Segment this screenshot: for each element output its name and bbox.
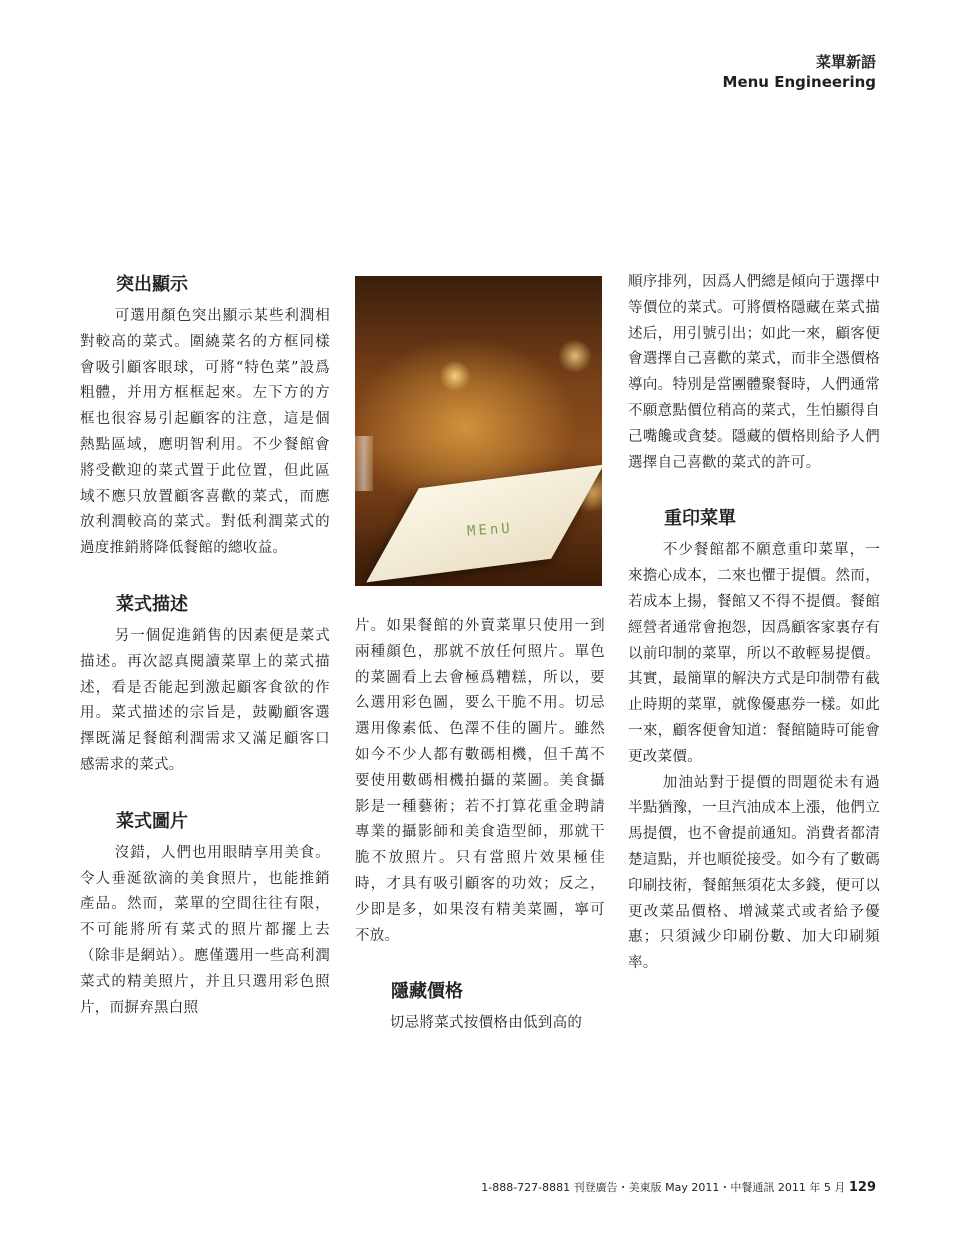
- page-number: 129: [848, 1180, 876, 1195]
- paragraph-hidden-prices-continued: 順序排列，因爲人們總是傾向于選擇中等價位的菜式。可將價格隱藏在菜式描述后，用引號引出；如此一來，顧客便會選擇自己喜歡的菜式，而非全憑價格導向。特別是當團體聚餐時，人們通常不願意點價位稍高的菜式，生怕顯得自己嘴饞或貪婪。隱藏的價格則給予人們選擇自己喜歡的菜式的許可。: [628, 274, 880, 471]
- paragraph-reprint-2: 加油站對于提價的問題從未有過半點猶豫，一旦汽油成本上漲，他們立馬提價，也不會提前通知。消費者都清楚這點，并也順從接受。如今有了數碼印刷技術，餐館無須花太多錢，便可以更改菜品價格、增減菜式或者給予優惠；只須減少印刷份數、加大印刷頻率。: [628, 774, 880, 972]
- footer-issue: May 2011・中餐通訊 2011 年 5 月: [665, 1181, 846, 1194]
- column-2: [355, 614, 605, 1037]
- restaurant-menu-photo: [355, 276, 602, 586]
- paragraph-description: 另一個促進銷售的因素便是菜式描述。再次認真閱讀菜單上的菜式描述，看是否能起到激起顧客食欲的作用。菜式描述的宗旨是，鼓勵顧客選擇既滿足餐館利潤需求又滿足顧客口感需求的菜式。: [80, 627, 330, 773]
- paragraph-photos-continued: 片。如果餐館的外賣菜單只使用一到兩種顔色，那就不放任何照片。單色的菜圖看上去會極爲糟糕，所以，要么選用彩色圖，要么干脆不用。切忌選用像素低、色澤不佳的圖片。雖然如今不少人都有數碼相機，但千萬不要使用數碼相機拍攝的菜圖。美食攝影是一種藝術；若不打算花重金聘請專業的攝影師和美食造型師，那就干脆不放照片。只有當照片效果極佳時，才具有吸引顧客的功效；反之，少即是多，如果沒有精美菜圖，寧可不放。: [355, 618, 605, 944]
- paragraph-hidden-prices: 切忌將菜式按價格由低到高的: [389, 1015, 583, 1032]
- section-heading-photos: 菜式圖片: [116, 810, 188, 832]
- column-3: [628, 270, 880, 977]
- header-title-en: Menu Engineering: [722, 73, 876, 91]
- header-title-zh: 菜單新語: [815, 53, 876, 71]
- section-heading-highlight: 突出顯示: [116, 274, 188, 295]
- section-heading-description: 菜式描述: [116, 593, 188, 615]
- glass-image: [355, 436, 373, 491]
- menu-card-label: MEnU: [466, 520, 514, 540]
- paragraph-highlight: 可選用顏色突出顯示某些利潤相對較高的菜式。圍繞菜名的方框同樣會吸引顧客眼球，可將“特色菜”設爲粗體，并用方框框起來。左下方的方框也很容易引起顧客的注意，這是個熱點區域，應明智利用。不少餐館會將受歡迎的菜式置于此位置，但此區域不應只放置顧客喜歡的菜式，而應放利潤較高的菜式。對低利潤菜式的過度推銷將降低餐館的總收益。: [80, 308, 330, 557]
- page-footer: [481, 1179, 876, 1195]
- paragraph-photos: 沒錯，人們也用眼睛享用美食。令人垂涎欲滴的美食照片，也能推銷產品。然而，菜單的空間往往有限，不可能將所有菜式的照片都擺上去（除非是網站）。應僅選用一些高利潤菜式的精美照片，并且只選用彩色照片，而摒弃黑白照: [80, 844, 330, 1016]
- column-1: [80, 270, 330, 1021]
- section-heading-reprint: 重印菜單: [664, 508, 736, 530]
- footer-phone: 1-888-727-8881: [481, 1181, 571, 1194]
- paragraph-reprint-1: 不少餐館都不願意重印菜單，一來擔心成本，二來也懼于提價。然而，若成本上揚，餐館又不得不提價。餐館經營者通常會抱怨，因爲顧客家裏存有以前印制的菜單，所以不敢輕易提價。其實，最簡單的解決方式是印制帶有截止時期的菜單，就像優惠券一樣。如此一來，顧客便會知道：餐館隨時可能會更改菜價。: [628, 542, 880, 765]
- page-header: [723, 52, 876, 92]
- section-heading-hidden-prices: 隱藏價格: [391, 981, 463, 1003]
- footer-ad: 刊登廣告・美東版: [573, 1181, 662, 1194]
